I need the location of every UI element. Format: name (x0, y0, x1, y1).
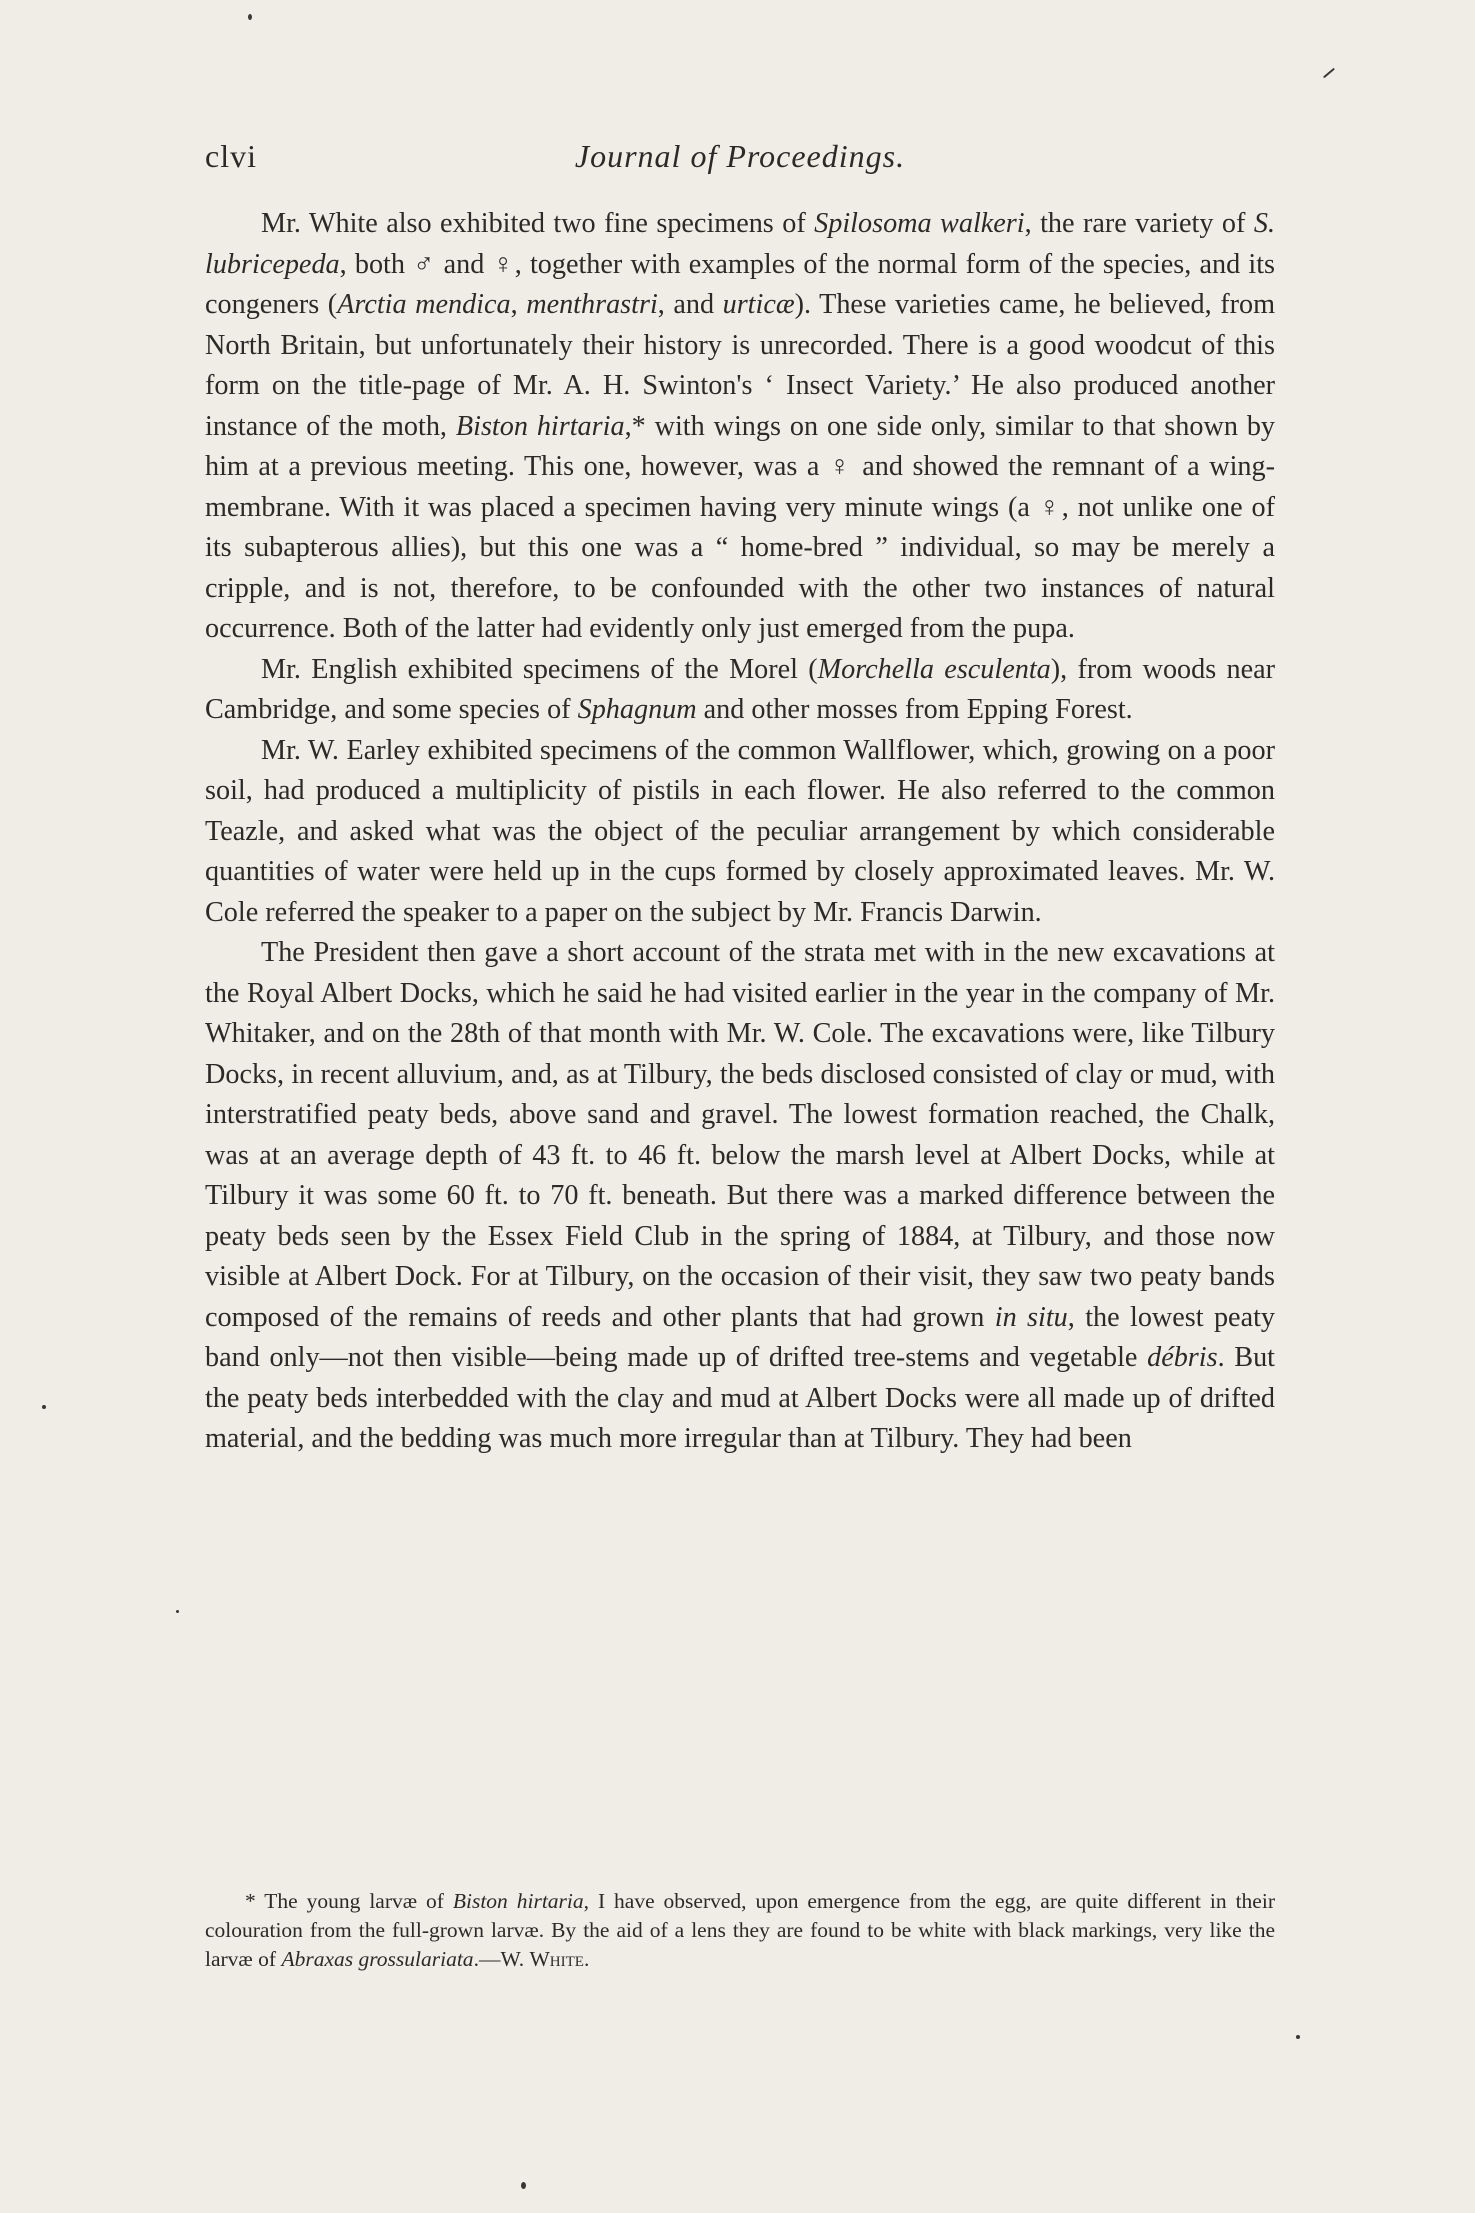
paragraph-white-exhibit (205, 204, 1275, 650)
text-run: Mr. White also exhibited two fine specimens of (261, 208, 815, 239)
text-run: . But the peaty beds interbedded with the clay and mud at Albert Docks were all made up of drifted material, and the bedding was much more irregular than at Tilbury. They had been (205, 1342, 1275, 1454)
text-run: , the rare variety of (1024, 208, 1254, 239)
footnote-area (205, 1887, 1275, 1974)
text-run: The President then gave a short account of the strata met with in the new excavations at the Royal Albert Docks, which he said he had visited earlier in the year in the company of Mr. Whitaker, and on the 28th of that month with Mr. W. Cole. The excavations were, like Tilbury Docks, in recent alluvium, and, as at Tilbury, the beds disclosed consisted of clay or mud, with interstratified peaty beds, above sand and gravel. The lowest formation reached, the Chalk, was at an average depth of 43 ft. to 46 ft. below the marsh level at Albert Docks, while at Tilbury it was some 60 ft. to 70 ft. beneath. But there was a marked difference between the peaty beds seen by the Essex Field Club in the spring of 1884, at Tilbury, and those now visible at Albert Dock. For at Tilbury, on the occasion of their visit, they saw two peaty bands composed of the remains of reeds and other plants that had grown (205, 937, 1275, 1333)
italic-text: Biston hirtaria (452, 1889, 584, 1913)
running-head (205, 130, 1275, 180)
text-run: Mr. W. Earley exhibited specimens of the common Wallflower, which, growing on a poor soil, had produced a multiplicity of pistils in each flower. He also referred to the common Teazle, and asked what was the object of the peculiar arrangement by which considerable quantities of water were held up in the cups formed by closely approximated leaves. Mr. W. Cole referred the speaker to a paper on the subject by Mr. Francis Darwin. (205, 734, 1275, 928)
text-run: and other mosses from Epping Forest. (696, 694, 1133, 725)
text-run: .—W. (473, 1947, 530, 1971)
text-run: , and (657, 289, 723, 320)
italic-text: urticæ (722, 289, 795, 320)
ink-speck (1296, 2035, 1300, 2039)
paragraph-president-account (205, 933, 1275, 1460)
author-name: White (529, 1947, 584, 1971)
italic-text: Arctia mendica (337, 289, 511, 320)
italic-text: débris (1147, 1342, 1218, 1373)
italic-text: Spilosoma walkeri (814, 208, 1025, 239)
italic-text: in situ (994, 1301, 1068, 1333)
ink-speck (42, 1405, 46, 1409)
text-run: . (583, 1947, 590, 1971)
italic-text: menthrastri (526, 289, 658, 320)
text-run: , I have observed, upon emergence from the egg, are quite different in their colouration from the full-grown larvæ. By the aid of a lens they are found to be white with black markings, very like the larvæ of (205, 1889, 1275, 1971)
page-number: clvi (205, 138, 257, 174)
text-run: Mr. English exhibited specimens of the Morel ( (261, 653, 818, 685)
italic-text: Abraxas grossulariata (281, 1947, 474, 1971)
text-run: , (510, 289, 527, 320)
text-run: , the lowest peaty band only—not then visible—being made up of drifted tree-stems and vegetable (205, 1301, 1276, 1373)
text-run: ), from woods near Cambridge, and some species of (205, 653, 1275, 725)
text-run: ,* with wings on one side only, similar to that shown by him at a previous meeting. This one, however, was a ♀ and showed the remnant of a wing-membrane. With it was placed a specimen having very minute wings (a ♀, not unlike one of its subapterous allies), but this one was a “ home-bred ” individual, so may be merely a cripple, and is not, therefore, to be confounded with the other two instances of natural occurrence. Both of the latter had evidently only just emerged from the pupa. (205, 410, 1276, 644)
ink-speck (1323, 68, 1335, 79)
ink-speck (176, 1610, 179, 1613)
text-run: ). These varieties came, he believed, from North Britain, but unfortunately their history is unrecorded. There is a good woodcut of this form on the title-page of Mr. A. H. Swinton's ‘ Insect Variety.’ He also produced another instance of the moth, (205, 289, 1275, 442)
text-run: * The young larvæ of (245, 1889, 453, 1913)
ink-speck (248, 14, 252, 20)
body-text (205, 204, 1275, 1460)
footnote (205, 1887, 1275, 1974)
italic-text: Morchella esculenta (817, 653, 1051, 685)
paragraph-earley-exhibit (205, 731, 1275, 934)
journal-title: Journal of Proceedings. (574, 138, 906, 174)
italic-text: Biston hirtaria (455, 410, 625, 442)
ink-speck (521, 2182, 526, 2189)
italic-text: Sphagnum (577, 694, 697, 725)
italic-text: S. lubricepeda (205, 208, 1275, 280)
text-run: , both ♂ and ♀, together with examples of the normal form of the species, and its congeners ( (205, 248, 1275, 320)
paragraph-english-exhibit (205, 650, 1275, 731)
